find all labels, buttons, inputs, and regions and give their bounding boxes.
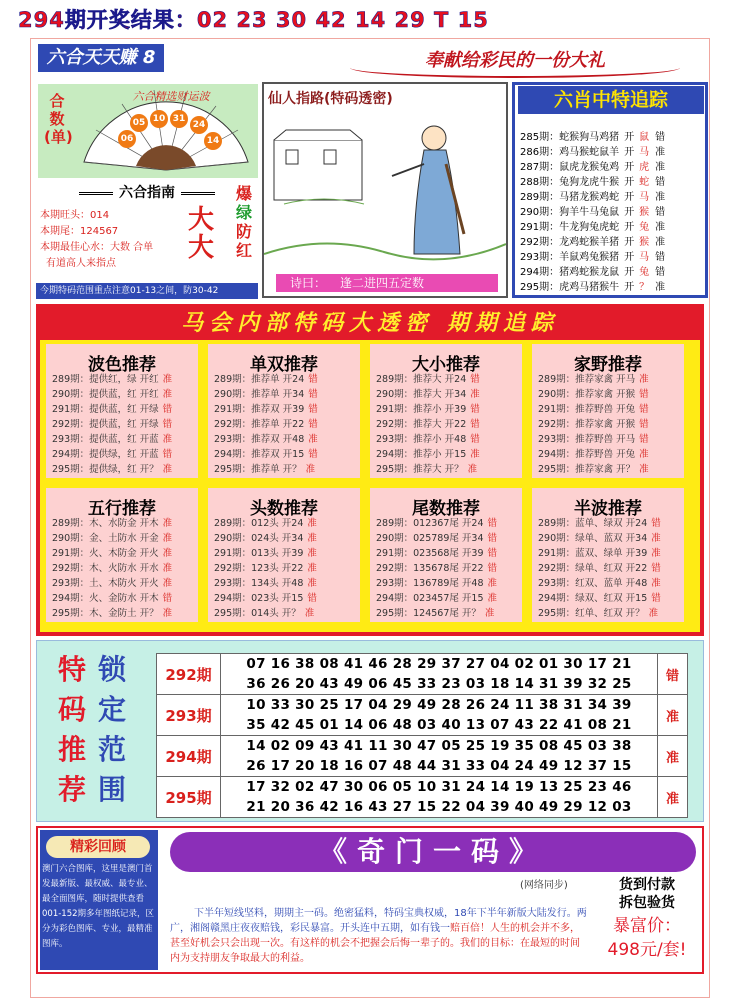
tracking-row: 293期：羊鼠鸡兔猴猪 开 马 错 xyxy=(520,252,666,263)
card-row: 293期：红双、蓝单 开48 准 xyxy=(538,578,661,589)
guide-line: 本期尾：124567 xyxy=(40,226,119,237)
card-row: 295期：推荐单 开？ 准 xyxy=(214,464,316,475)
card-row: 292期：木、火防水 开水 准 xyxy=(52,563,173,574)
net-sync-label: (网络同步) xyxy=(520,880,568,891)
pay-line: 货到付款 xyxy=(619,877,675,893)
card-row: 293期：土、木防火 开火 准 xyxy=(52,578,173,589)
lock-row: 293期 10 33 30 25 17 04 29 49 28 26 24 11 38 31 34 39 35 42 45 01 14 06 48 03 40 13 07 43 22 41 08 21 准 xyxy=(157,695,688,736)
card-row: 295期：红单、红双 开？ 准 xyxy=(538,608,659,619)
immortal-title: 仙人指路(特码透密) xyxy=(268,91,393,107)
recommend-card xyxy=(46,488,198,622)
tracking-row: 285期：蛇猴狗马鸡猪 开 鼠 错 xyxy=(520,132,666,143)
recommend-card xyxy=(46,344,198,478)
lock-row: 292期 07 16 38 08 41 46 28 29 37 27 04 02 01 30 17 21 36 26 20 43 49 06 45 33 23 03 18 14 31 39 32 25 错 xyxy=(157,654,688,695)
card-title: 尾数推荐 xyxy=(412,499,480,519)
recommend-card xyxy=(370,488,522,622)
card-row: 292期：123头 开22 准 xyxy=(214,563,317,574)
card-row: 291期：推荐双 开39 错 xyxy=(214,404,318,415)
number-ball: 31 xyxy=(170,110,188,128)
recommend-card xyxy=(208,344,360,478)
immortal-illustration xyxy=(264,84,506,296)
card-row: 291期：推荐小 开39 错 xyxy=(376,404,480,415)
poem-bar xyxy=(276,274,498,292)
card-row: 289期：推荐单 开24 错 xyxy=(214,374,318,385)
card-row: 290期：推荐家禽 开猴 错 xyxy=(538,389,649,400)
card-row: 294期：推荐小 开15 准 xyxy=(376,449,480,460)
card-row: 290期：绿单、蓝双 开34 准 xyxy=(538,533,661,544)
review-title: 精彩回顾 xyxy=(46,836,150,858)
card-row: 289期：提供红，绿 开红 准 xyxy=(52,374,173,385)
promo-text: 下半年短线坚料，期期主一码。绝密猛料，特码宝典权威，18年下半年新版大陆发行。两广，湘阁赣黑庄夜夜赔钱，彩民暴富。开头连中五期，如有钱一赔百倍！人生的机会并不多，甚至好机会只会出现一次。有这样的机会不把握会后悔一辈子的。我们的目标：在最短的时间内为支持朋友争取最大的利益。 xyxy=(170,908,587,964)
middle-panel xyxy=(262,82,508,298)
tracking-row: 292期：龙鸡蛇猴羊猪 开 猴 准 xyxy=(520,237,666,248)
pay-box xyxy=(594,876,700,970)
card-row: 295期：木、金防土 开？ 准 xyxy=(52,608,173,619)
number-ball: 14 xyxy=(204,132,222,150)
lock-table xyxy=(156,653,688,818)
guide-title: 六合指南 xyxy=(44,182,250,202)
fan-title: 六合精选财运波 xyxy=(132,90,210,103)
tracking-row: 290期：狗羊牛马兔鼠 开 猴 错 xyxy=(520,207,666,218)
tracking-row: 288期：兔狗龙虎牛猴 开 蛇 错 xyxy=(520,177,666,188)
card-row: 291期：蓝双、绿单 开39 准 xyxy=(538,548,661,559)
card-row: 292期：提供蓝，红 开绿 错 xyxy=(52,419,173,430)
card-title: 大小推荐 xyxy=(412,355,480,375)
card-row: 295期：014头 开？ 准 xyxy=(214,608,315,619)
card-row: 290期：推荐单 开34 错 xyxy=(214,389,318,400)
card-row: 289期：蓝单、绿双 开24 错 xyxy=(538,518,661,529)
price-value: 498元/套! xyxy=(607,940,687,960)
recommend-card xyxy=(532,344,684,478)
tracking-row: 291期：牛龙狗兔虎蛇 开 兔 准 xyxy=(520,222,666,233)
card-row: 293期：推荐双 开48 准 xyxy=(214,434,318,445)
lock-right-chars: 锁 定 范 围 xyxy=(98,653,127,806)
price-label: 暴富价： xyxy=(613,916,681,936)
side-words: 爆 绿 防 红 xyxy=(235,184,252,260)
card-row: 292期：135678尾 开22 错 xyxy=(376,563,498,574)
card-row: 290期：金、土防水 开金 准 xyxy=(52,533,173,544)
card-row: 290期：推荐大 开34 准 xyxy=(376,389,480,400)
card-row: 290期：024头 开34 准 xyxy=(214,533,317,544)
number-ball: 24 xyxy=(190,116,208,134)
card-row: 294期：绿双、红双 开15 错 xyxy=(538,593,661,604)
card-title: 家野推荐 xyxy=(574,355,642,375)
card-row: 291期：013头 开39 准 xyxy=(214,548,317,559)
macau-banner: 马会内部特码大透密 期期追踪 xyxy=(181,310,559,336)
lock-row: 294期 14 02 09 43 41 11 30 47 05 25 19 35 08 45 03 38 26 17 20 18 16 07 48 44 31 33 04 24 49 12 37 15 准 xyxy=(157,736,688,777)
card-row: 294期：推荐野兽 开兔 准 xyxy=(538,449,649,460)
card-row: 294期：提供绿，红 开蓝 错 xyxy=(52,449,173,460)
card-row: 291期：023568尾 开39 错 xyxy=(376,548,498,559)
tracking-row: 295期：虎鸡马猪猴牛 开 ？ 准 xyxy=(520,282,666,293)
card-title: 头数推荐 xyxy=(250,499,318,519)
brand-badge: 六合天天赚 8 xyxy=(38,44,164,72)
card-row: 289期：推荐家禽 开马 准 xyxy=(538,374,649,385)
card-row: 289期：012367尾 开24 错 xyxy=(376,518,498,529)
card-row: 292期：推荐单 开22 错 xyxy=(214,419,318,430)
tracking-row: 286期：鸡马猴蛇鼠羊 开 马 准 xyxy=(520,147,666,158)
result-header xyxy=(0,0,740,36)
card-row: 289期：木、水防金 开木 准 xyxy=(52,518,173,529)
recommend-card xyxy=(208,488,360,622)
six-zodiac-title: 六肖中特追踪 xyxy=(518,86,704,114)
card-row: 294期：火、金防水 开木 错 xyxy=(52,593,173,604)
card-row: 295期：推荐家禽 开？ 准 xyxy=(538,464,649,475)
card-title: 半波推荐 xyxy=(574,499,642,519)
card-row: 289期：012头 开24 准 xyxy=(214,518,317,529)
big-characters: 大大 xyxy=(188,205,215,263)
pay-line: 拆包验货 xyxy=(619,895,675,911)
slogan: 奉献给彩民的一份大礼 xyxy=(350,44,680,78)
card-title: 五行推荐 xyxy=(88,499,156,519)
card-row: 290期：提供蓝，红 开红 准 xyxy=(52,389,173,400)
card-row: 294期：023457尾 开15 准 xyxy=(376,593,498,604)
guide-line: 有道高人来指点 xyxy=(46,258,116,269)
recommend-card xyxy=(532,488,684,622)
qimen-banner: 《奇门一码》 xyxy=(170,832,696,872)
guide-line: 本期最佳心水：大数 合单 xyxy=(40,242,154,253)
card-title: 波色推荐 xyxy=(88,355,156,375)
tracking-row: 289期：马猪龙猴鸡蛇 开 马 准 xyxy=(520,192,666,203)
review-text: 澳门六合图库，这里是澳门首发最新版、最权威、最专业、最全面图库，随时提供查看001-152期多年图纸记录，区分为彩色图库、专业，最精准图库。 xyxy=(42,864,155,949)
number-ball: 05 xyxy=(130,114,148,132)
card-row: 295期：124567尾 开？ 准 xyxy=(376,608,495,619)
card-row: 295期：提供绿，红 开？ 准 xyxy=(52,464,173,475)
card-row: 290期：025789尾 开34 错 xyxy=(376,533,498,544)
recommend-card xyxy=(370,344,522,478)
card-row: 292期：推荐家禽 开猴 错 xyxy=(538,419,649,430)
card-row: 291期：推荐野兽 开兔 错 xyxy=(538,404,649,415)
card-row: 293期：136789尾 开48 准 xyxy=(376,578,498,589)
card-row: 293期：134头 开48 准 xyxy=(214,578,317,589)
card-row: 294期：推荐双 开15 错 xyxy=(214,449,318,460)
card-title: 单双推荐 xyxy=(250,355,318,375)
lock-row: 295期 17 32 02 47 30 06 05 10 31 24 14 19 13 25 23 46 21 20 36 42 16 43 27 15 22 04 39 40 49 29 12 03 准 xyxy=(157,777,688,818)
card-row: 293期：推荐野兽 开马 错 xyxy=(538,434,649,445)
card-row: 292期：绿单、红双 开22 错 xyxy=(538,563,661,574)
poem-label: 诗曰： xyxy=(289,276,326,290)
card-row: 293期：推荐小 开48 错 xyxy=(376,434,480,445)
result-title: 294期开奖结果：02 23 30 42 14 29 T 15 xyxy=(18,8,489,32)
fan-label: 合数(单) xyxy=(44,92,73,146)
tracking-row: 287期：鼠虎龙猴兔鸡 开 虎 准 xyxy=(520,162,666,173)
card-row: 294期：023头 开15 错 xyxy=(214,593,317,604)
card-row: 293期：提供蓝，红 开蓝 准 xyxy=(52,434,173,445)
lock-left-chars: 特 码 推 荐 xyxy=(58,653,87,806)
card-row: 292期：推荐大 开22 错 xyxy=(376,419,480,430)
guide-line: 本期旺头：014 xyxy=(40,210,110,221)
range-note: 今期特码范围重点注意01-13之间，防30-42 xyxy=(36,283,258,299)
number-ball: 06 xyxy=(118,130,136,148)
card-row: 291期：火、木防金 开火 准 xyxy=(52,548,173,559)
card-row: 291期：提供蓝，红 开绿 错 xyxy=(52,404,173,415)
poem-text: 逢二进四五定数 xyxy=(340,276,425,290)
card-row: 295期：推荐大 开？ 准 xyxy=(376,464,478,475)
number-ball: 10 xyxy=(150,110,168,128)
card-row: 289期：推荐大 开24 错 xyxy=(376,374,480,385)
tracking-row: 294期：猪鸡蛇猴龙鼠 开 兔 错 xyxy=(520,267,666,278)
